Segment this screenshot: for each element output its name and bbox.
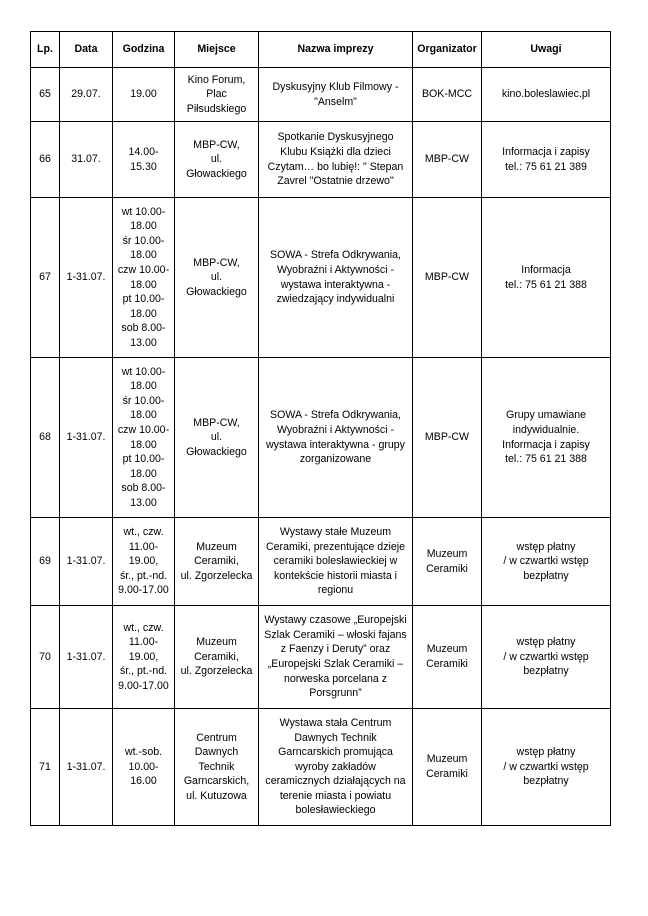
cell-godzina: wt., czw. 11.00- 19.00, śr., pt.-nd. 9.00-17.00 bbox=[113, 518, 175, 606]
cell-nazwa-imprezy: Dyskusyjny Klub Filmowy - "Anselm" bbox=[259, 68, 413, 122]
cell-godzina: wt 10.00- 18.00 śr 10.00- 18.00 czw 10.00- 18.00 pt 10.00- 18.00 sob 8.00- 13.00 bbox=[113, 358, 175, 518]
cell-nazwa-imprezy: SOWA - Strefa Odkrywania, Wyobraźni i Aktywności - wystawa interaktywna - grupy zorganizowane bbox=[259, 358, 413, 518]
cell-nazwa-imprezy: Wystawy stałe Muzeum Ceramiki, prezentujące dzieje ceramiki bolesławieckiej w kontekście historii miasta i regionu bbox=[259, 518, 413, 606]
header-uwagi: Uwagi bbox=[482, 32, 611, 68]
cell-organizator: Muzeum Ceramiki bbox=[413, 709, 482, 826]
cell-godzina: wt., czw. 11.00- 19.00, śr., pt.-nd. 9.00-17.00 bbox=[113, 606, 175, 709]
cell-nazwa-imprezy: Spotkanie Dyskusyjnego Klubu Książki dla dzieci Czytam… bo lubię!: " Stepan Zavrel "Ostatnie drzewo" bbox=[259, 122, 413, 198]
header-lp: Lp. bbox=[31, 32, 60, 68]
cell-data: 1-31.07. bbox=[60, 709, 113, 826]
header-data: Data bbox=[60, 32, 113, 68]
cell-miejsce: MBP-CW, ul. Głowackiego bbox=[175, 358, 259, 518]
cell-uwagi: wstęp płatny / w czwartki wstęp bezpłatny bbox=[482, 709, 611, 826]
cell-data: 1-31.07. bbox=[60, 358, 113, 518]
cell-uwagi: wstęp płatny / w czwartki wstęp bezpłatny bbox=[482, 606, 611, 709]
cell-uwagi: wstęp płatny / w czwartki wstęp bezpłatny bbox=[482, 518, 611, 606]
cell-data: 1-31.07. bbox=[60, 518, 113, 606]
cell-data: 1-31.07. bbox=[60, 606, 113, 709]
cell-miejsce: Centrum Dawnych Technik Garncarskich, ul. Kutuzowa bbox=[175, 709, 259, 826]
cell-organizator: Muzeum Ceramiki bbox=[413, 606, 482, 709]
table-row bbox=[31, 122, 611, 198]
cell-organizator: MBP-CW bbox=[413, 198, 482, 358]
cell-lp: 70 bbox=[31, 606, 60, 709]
cell-nazwa-imprezy: SOWA - Strefa Odkrywania, Wyobraźni i Aktywności - wystawa interaktywna - zwiedzający indywidualni bbox=[259, 198, 413, 358]
cell-godzina: 14.00- 15.30 bbox=[113, 122, 175, 198]
table-row bbox=[31, 518, 611, 606]
cell-nazwa-imprezy: Wystawa stała Centrum Dawnych Technik Garncarskich promująca wyroby zakładów ceramicznych działających na terenie miasta i powiatu bolesławieckiego bbox=[259, 709, 413, 826]
header-organizator: Organizator bbox=[413, 32, 482, 68]
cell-miejsce: Kino Forum, Plac Piłsudskiego bbox=[175, 68, 259, 122]
cell-lp: 65 bbox=[31, 68, 60, 122]
table-row bbox=[31, 198, 611, 358]
table-header-row bbox=[31, 32, 611, 68]
header-godzina: Godzina bbox=[113, 32, 175, 68]
cell-godzina: wt.-sob. 10.00- 16.00 bbox=[113, 709, 175, 826]
cell-lp: 67 bbox=[31, 198, 60, 358]
table-row bbox=[31, 606, 611, 709]
cell-lp: 68 bbox=[31, 358, 60, 518]
cell-miejsce: MBP-CW, ul. Głowackiego bbox=[175, 122, 259, 198]
header-miejsce: Miejsce bbox=[175, 32, 259, 68]
cell-lp: 69 bbox=[31, 518, 60, 606]
cell-data: 29.07. bbox=[60, 68, 113, 122]
cell-organizator: MBP-CW bbox=[413, 358, 482, 518]
cell-miejsce: MBP-CW, ul. Głowackiego bbox=[175, 198, 259, 358]
cell-uwagi: kino.boleslawiec.pl bbox=[482, 68, 611, 122]
table-row bbox=[31, 68, 611, 122]
cell-miejsce: Muzeum Ceramiki, ul. Zgorzelecka bbox=[175, 606, 259, 709]
cell-godzina: wt 10.00- 18.00 śr 10.00- 18.00 czw 10.00- 18.00 pt 10.00- 18.00 sob 8.00- 13.00 bbox=[113, 198, 175, 358]
cell-data: 1-31.07. bbox=[60, 198, 113, 358]
cell-godzina: 19.00 bbox=[113, 68, 175, 122]
cell-uwagi: Grupy umawiane indywidualnie. Informacja i zapisy tel.: 75 61 21 388 bbox=[482, 358, 611, 518]
table-row bbox=[31, 358, 611, 518]
cell-lp: 71 bbox=[31, 709, 60, 826]
cell-uwagi: Informacja tel.: 75 61 21 388 bbox=[482, 198, 611, 358]
events-table bbox=[30, 31, 611, 826]
cell-lp: 66 bbox=[31, 122, 60, 198]
table-row bbox=[31, 709, 611, 826]
cell-organizator: Muzeum Ceramiki bbox=[413, 518, 482, 606]
cell-organizator: BOK-MCC bbox=[413, 68, 482, 122]
header-nazwa-imprezy: Nazwa imprezy bbox=[259, 32, 413, 68]
cell-organizator: MBP-CW bbox=[413, 122, 482, 198]
cell-nazwa-imprezy: Wystawy czasowe „Europejski Szlak Ceramiki – włoski fajans z Faenzy i Deruty” oraz „Europejski Szlak Ceramiki – norweska porcelana z Porsgrunn” bbox=[259, 606, 413, 709]
cell-data: 31.07. bbox=[60, 122, 113, 198]
cell-uwagi: Informacja i zapisy tel.: 75 61 21 389 bbox=[482, 122, 611, 198]
cell-miejsce: Muzeum Ceramiki, ul. Zgorzelecka bbox=[175, 518, 259, 606]
